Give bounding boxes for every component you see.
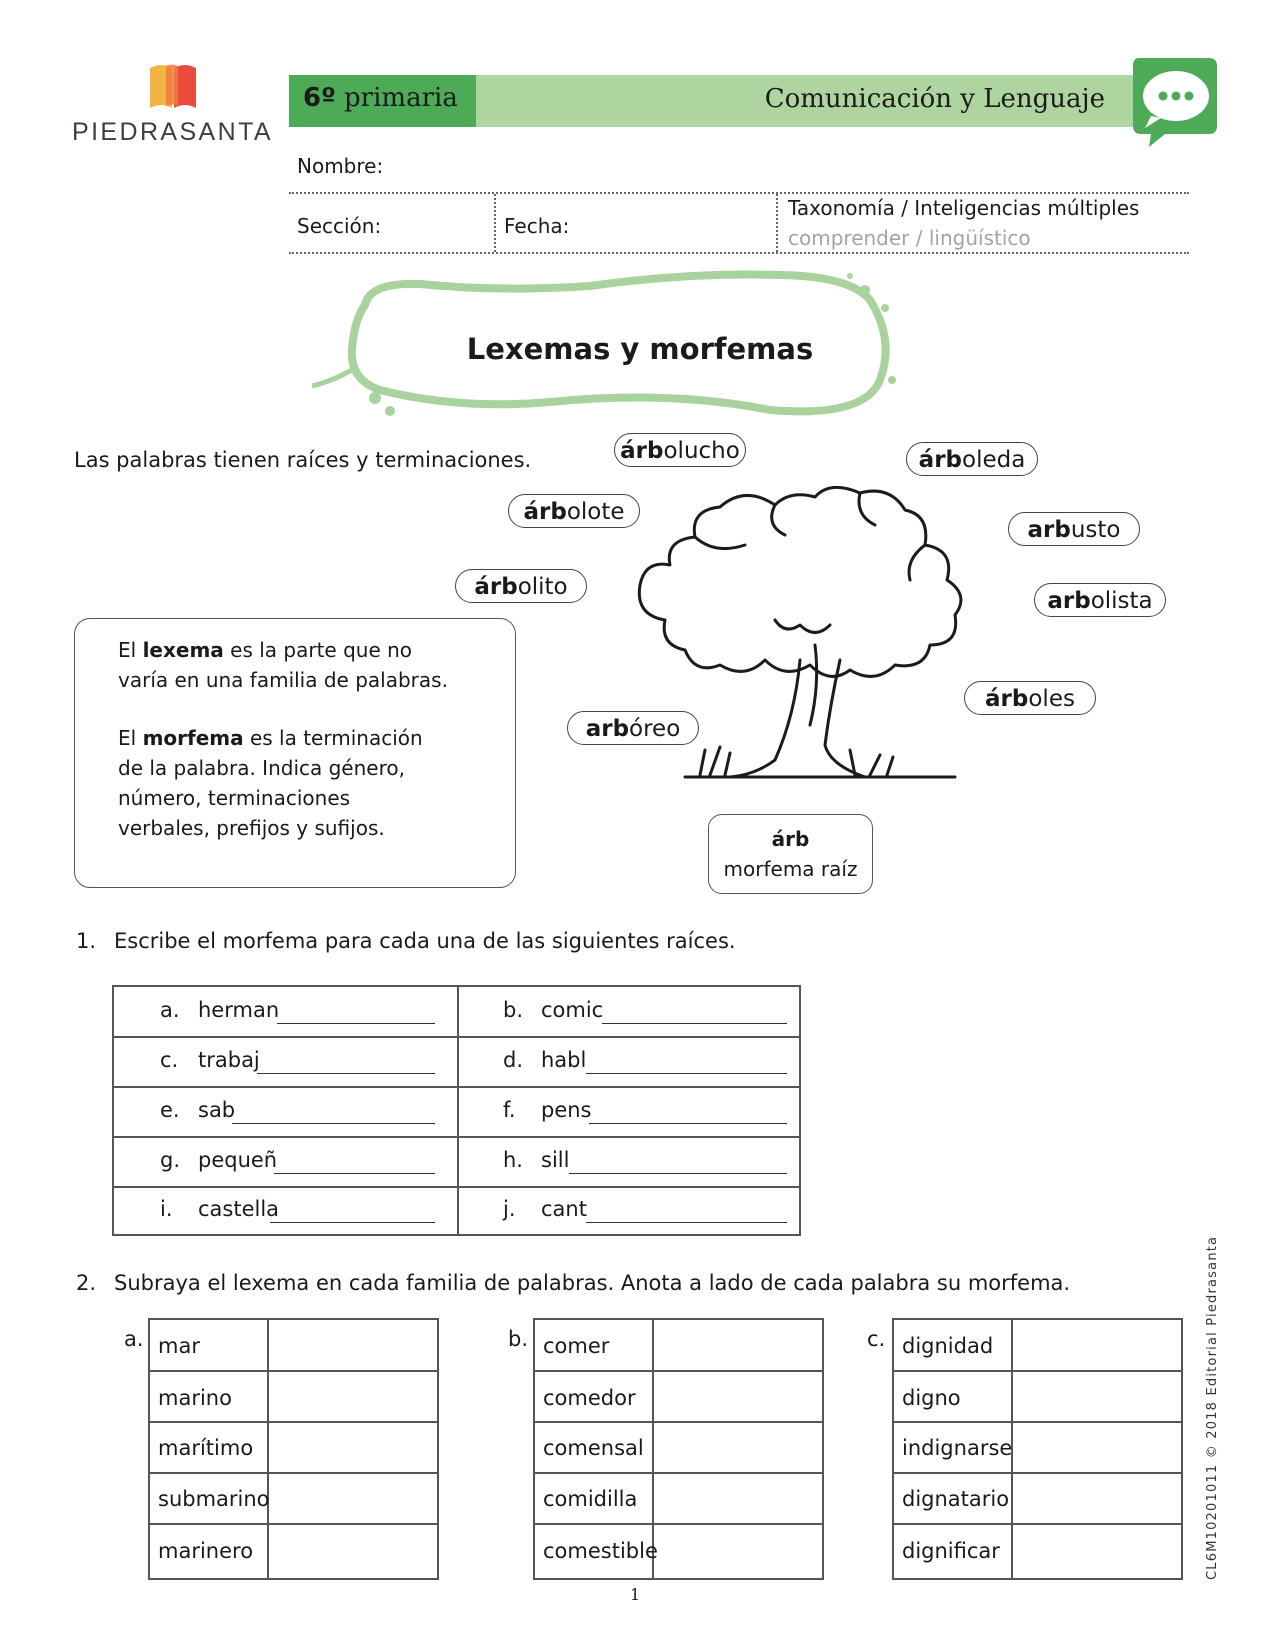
word-pill: árbolito <box>455 569 587 603</box>
taxonomy-label: Taxonomía / Inteligencias múltiples <box>788 196 1140 220</box>
word-family-table-c <box>892 1318 1183 1580</box>
word-pill: árboles <box>964 681 1096 715</box>
family-word: dignatario <box>902 1487 1010 1511</box>
answer-blank-i[interactable] <box>270 1222 435 1223</box>
answer-blank-j[interactable] <box>586 1222 787 1223</box>
family-word: comensal <box>543 1436 644 1460</box>
morfema-definition: El morfema es la terminación de la palabra. Indica género, número, terminaciones verbales, prefijos y sufijos. <box>118 726 423 840</box>
answer-blank-b[interactable] <box>602 1023 787 1024</box>
family-word: mar <box>158 1334 200 1358</box>
stem-item-e: e. sab <box>160 1098 236 1122</box>
answer-blank-a[interactable] <box>277 1023 435 1024</box>
family-word: comidilla <box>543 1487 638 1511</box>
family-word: dignidad <box>902 1334 994 1358</box>
family-word: comer <box>543 1334 610 1358</box>
answer-blank-c[interactable] <box>257 1073 435 1074</box>
divider-v2 <box>776 194 778 252</box>
stem-item-h: h. sill <box>503 1148 570 1172</box>
stem-item-d: d. habl <box>503 1048 587 1072</box>
table-b-label: b. <box>508 1327 529 1351</box>
family-word: digno <box>902 1386 961 1410</box>
word-pill: árbolote <box>508 494 640 528</box>
divider-1 <box>289 192 1189 194</box>
word-family-table-b <box>533 1318 824 1580</box>
root-caption: morfema raíz <box>723 857 858 881</box>
family-word: comedor <box>543 1386 636 1410</box>
page-title: Lexemas y morfemas <box>466 332 814 366</box>
word-pill: árboleda <box>906 442 1038 476</box>
word-pill: arbusto <box>1008 512 1140 546</box>
side-copyright: CL6M10201011 © 2018 Editorial Piedrasanta <box>1205 1235 1220 1580</box>
family-word: marinero <box>158 1539 254 1563</box>
stem-item-a: a. herman <box>160 998 280 1022</box>
stem-item-g: g. pequeñ <box>160 1148 278 1172</box>
logo-text: PIEDRASANTA <box>72 118 273 146</box>
word-pill: árbolucho <box>614 433 746 467</box>
answer-blank-d[interactable] <box>586 1073 787 1074</box>
nombre-label: Nombre: <box>297 154 384 178</box>
intro-text: Las palabras tienen raíces y terminaciones. <box>74 448 532 472</box>
stem-item-f: f. pens <box>503 1098 592 1122</box>
divider-v1 <box>494 194 496 252</box>
family-word: indignarse <box>902 1436 1013 1460</box>
chat-bubble-icon <box>1129 54 1219 149</box>
answer-blank-h[interactable] <box>569 1173 787 1174</box>
family-word: marino <box>158 1386 232 1410</box>
word-family-table-a <box>148 1318 439 1580</box>
word-pill: arbolista <box>1034 583 1166 617</box>
family-word: submarino <box>158 1487 270 1511</box>
divider-2 <box>289 252 1189 254</box>
lexema-definition: El lexema es la parte que no varía en una familia de palabras. <box>118 638 448 692</box>
grade-label <box>303 83 458 113</box>
root-value: árb <box>771 827 810 851</box>
page-number: 1 <box>630 1585 641 1604</box>
answer-blank-e[interactable] <box>232 1123 435 1124</box>
grade-number: 6º <box>303 83 336 113</box>
family-word: comestible <box>543 1539 658 1563</box>
tree-illustration <box>625 485 995 805</box>
table-c-label: c. <box>867 1327 886 1351</box>
table-a-label: a. <box>124 1327 144 1351</box>
word-pill: arbóreo <box>567 711 699 745</box>
family-word: dignificar <box>902 1539 1000 1563</box>
subject-title: Comunicación y Lenguaje <box>764 84 1105 114</box>
stem-item-j: j. cant <box>503 1197 587 1221</box>
stem-item-c: c. trabaj <box>160 1048 260 1072</box>
question-2: 2. Subraya el lexema en cada familia de palabras. Anota a lado de cada palabra su morfema. <box>76 1271 1071 1295</box>
question-1: 1. Escribe el morfema para cada una de las siguientes raíces. <box>76 929 736 953</box>
stems-table <box>112 985 801 1236</box>
piedrasanta-logo-icon <box>148 62 200 112</box>
family-word: marítimo <box>158 1436 254 1460</box>
seccion-label: Sección: <box>297 214 382 238</box>
definition-box <box>74 618 516 888</box>
fecha-label: Fecha: <box>504 214 570 238</box>
stem-item-i: i. castella <box>160 1197 280 1221</box>
answer-blank-g[interactable] <box>274 1173 435 1174</box>
stem-item-b: b. comic <box>503 998 604 1022</box>
answer-blank-f[interactable] <box>589 1123 787 1124</box>
taxonomy-value: comprender / lingüístico <box>788 226 1031 250</box>
root-box <box>708 814 873 894</box>
grade-word: primaria <box>344 83 458 113</box>
